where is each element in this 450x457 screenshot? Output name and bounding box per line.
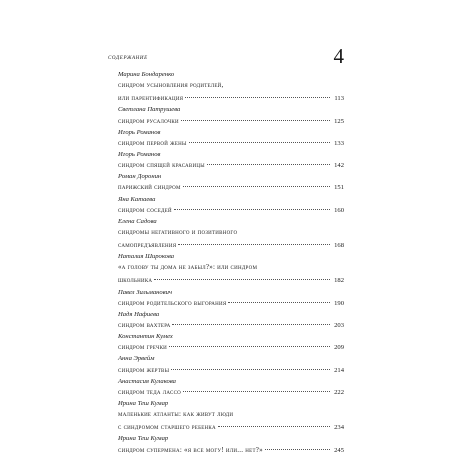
- toc-entry: [118, 217, 344, 252]
- toc-title-line: [118, 341, 344, 354]
- toc-title-line: [118, 239, 344, 252]
- toc-entry: [118, 332, 344, 354]
- toc-author: Ирина Теш Кумар: [118, 399, 169, 407]
- toc-title-line: [118, 137, 344, 150]
- toc-page-number: 133: [334, 139, 344, 147]
- toc-title-text: маленькие атланты: как живут люди: [118, 410, 234, 419]
- toc-entry: [118, 150, 344, 172]
- toc-page-number: 168: [334, 242, 344, 250]
- toc-author: Роман Доронин: [118, 173, 162, 181]
- toc-entry: [118, 70, 344, 105]
- toc-title-line: [118, 226, 344, 239]
- dot-leader: [185, 96, 330, 98]
- toc-title-text: синдром вахтера: [118, 321, 171, 329]
- toc-author: Марина Бондаренко: [118, 71, 175, 78]
- toc-author: Яна Катаева: [118, 195, 156, 203]
- dot-leader: [181, 119, 330, 121]
- dot-leader: [154, 278, 330, 280]
- toc-author: Наталия Широкова: [118, 253, 175, 261]
- toc-title-line: [118, 386, 344, 399]
- toc-title-line: [118, 92, 344, 105]
- toc-entry: [118, 105, 344, 127]
- toc-title-text: синдром первой жены: [118, 138, 187, 147]
- toc-title-line: [118, 261, 344, 274]
- toc-entry: [118, 310, 344, 332]
- toc-author: Елена Садова: [118, 217, 157, 225]
- dot-leader: [174, 208, 330, 210]
- toc-title-text: парижский синдром: [118, 183, 181, 192]
- toc-author: Светлана Патрушева: [118, 106, 181, 114]
- toc-page-number: 234: [334, 424, 344, 432]
- toc-title-line: [118, 204, 344, 217]
- toc-title-text: синдром родительского выгорания: [118, 298, 227, 307]
- dot-leader: [228, 301, 330, 303]
- toc-title-line: [118, 274, 344, 287]
- toc-title-line: [118, 115, 344, 128]
- toc-entry: [118, 399, 344, 434]
- toc-page-number: 142: [334, 162, 344, 170]
- toc-entry: [118, 288, 344, 310]
- dot-leader: [172, 323, 330, 325]
- dot-leader: [169, 345, 330, 347]
- dot-leader: [207, 163, 330, 165]
- toc-page-number: 209: [334, 344, 344, 352]
- toc-title-line: [118, 297, 344, 310]
- toc-author: Анастасия Кулакова: [118, 377, 176, 385]
- toc-page-number: 113: [334, 95, 344, 103]
- toc-title-text: самопредъявления: [118, 241, 177, 250]
- toc-title-text: синдром спящей красавицы: [118, 161, 205, 170]
- toc-title-text: синдром усыновления родителей,: [118, 81, 224, 90]
- toc-title-line: [118, 159, 344, 172]
- toc-title-line: [118, 181, 344, 194]
- toc-page-number: 203: [334, 322, 344, 329]
- toc-title-text: синдром гречки: [118, 343, 168, 352]
- toc-title-line: [118, 421, 344, 434]
- toc-title-line: [118, 79, 344, 92]
- toc-page-number: 245: [334, 446, 344, 454]
- toc-entry: [118, 434, 344, 456]
- toc-author: Константин Кумех: [118, 333, 173, 341]
- toc-page-number: 182: [334, 277, 344, 285]
- toc-page-number: 214: [334, 366, 344, 374]
- dot-leader: [189, 141, 330, 143]
- toc-title-line: [118, 319, 344, 332]
- toc-title-line: [118, 408, 344, 421]
- toc-title-text: синдромы негативного и позитивного: [118, 227, 238, 236]
- toc-entry: [118, 252, 344, 287]
- toc-author: Надя Нафиева: [118, 310, 160, 318]
- toc-title-text: синдром теда лассо: [118, 387, 182, 396]
- section-title: содержание: [108, 54, 148, 61]
- toc-title-text: синдром супермена: «я все могу! или... нет?»: [118, 445, 263, 454]
- toc-title-text: синдром соседей: [118, 205, 172, 214]
- dot-leader: [171, 368, 330, 370]
- toc-entry: [118, 128, 344, 150]
- toc-entry: [118, 377, 344, 399]
- toc-author: Ирина Теш Кумар: [118, 435, 169, 443]
- page-header: [108, 46, 344, 72]
- toc-page-number: 160: [334, 206, 344, 214]
- toc-author: Игорь Романов: [118, 150, 161, 158]
- dot-leader: [183, 390, 330, 392]
- toc-entry: [118, 172, 344, 194]
- dot-leader: [265, 448, 330, 450]
- table-of-contents: [118, 70, 344, 457]
- toc-title-text: синдром русалочки: [118, 116, 179, 125]
- toc-page-number: 125: [334, 117, 344, 125]
- toc-author: Игорь Романов: [118, 128, 161, 136]
- toc-title-text: или парентификация: [118, 94, 184, 103]
- dot-leader: [183, 185, 330, 187]
- toc-page-number: 222: [334, 388, 344, 396]
- toc-author: Павел Зильманович: [118, 288, 173, 296]
- toc-title-text: синдром жертвы: [118, 365, 170, 374]
- toc-page-number: 151: [334, 184, 344, 192]
- toc-page-number: 190: [334, 299, 344, 307]
- dot-leader: [218, 425, 330, 427]
- toc-title-text: «а голову ты дома не забыл?»: или синдром: [118, 263, 258, 272]
- toc-author: Анна Эрвейм: [118, 355, 155, 363]
- toc-title-text: школьника: [118, 276, 153, 285]
- dot-leader: [178, 243, 330, 245]
- toc-entry: [118, 195, 344, 217]
- toc-title-line: [118, 364, 344, 377]
- page-number: 4: [333, 44, 344, 68]
- toc-title-line: [118, 444, 344, 457]
- toc-entry: [118, 354, 344, 376]
- toc-title-text: с синдромом старшего ребенка: [118, 423, 216, 432]
